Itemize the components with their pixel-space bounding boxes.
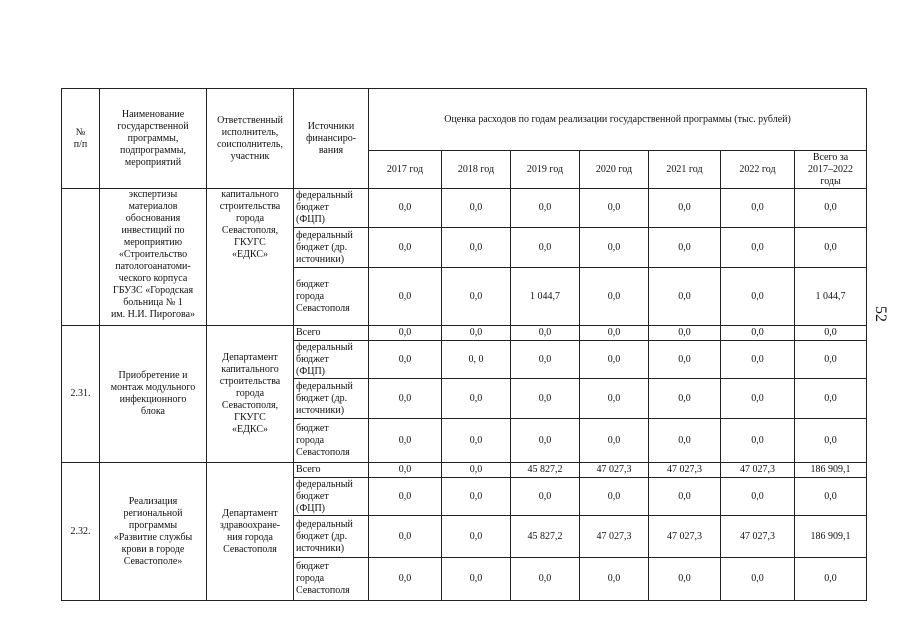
value-cell: 0,0: [795, 478, 867, 516]
value-cell: 0,0: [795, 189, 867, 228]
value-cell: 0,0: [511, 341, 580, 379]
value-cell: 0,0: [442, 268, 511, 326]
value-cell: 186 909,1: [795, 516, 867, 558]
funding-source: Всего: [294, 463, 369, 478]
value-cell: 47 027,3: [721, 516, 795, 558]
value-cell: 0,0: [580, 326, 649, 341]
page-number: 52: [872, 306, 889, 322]
value-cell: 0,0: [580, 419, 649, 463]
value-cell: 47 027,3: [580, 463, 649, 478]
value-cell: 0,0: [580, 268, 649, 326]
value-cell: 0,0: [649, 558, 721, 601]
value-cell: 0,0: [511, 379, 580, 419]
header-year: 2018 год: [442, 151, 511, 189]
value-cell: 0,0: [511, 419, 580, 463]
funding-source: федеральный бюджет (ФЦП): [294, 341, 369, 379]
value-cell: 0,0: [795, 228, 867, 268]
value-cell: 0,0: [649, 419, 721, 463]
value-cell: 0,0: [442, 558, 511, 601]
header-year: 2022 год: [721, 151, 795, 189]
value-cell: 0,0: [649, 228, 721, 268]
value-cell: 0,0: [369, 228, 442, 268]
header-year: 2021 год: [649, 151, 721, 189]
item-name: экспертизы материалов обоснования инвестиций по мероприятию «Строительство патологоанатоми- ческого корпуса ГБУЗС «Городская больница № 1 им. Н.И. Пирогова»: [100, 189, 207, 326]
value-cell: 0,0: [649, 379, 721, 419]
value-cell: 0,0: [511, 228, 580, 268]
value-cell: 0,0: [721, 558, 795, 601]
value-cell: 0,0: [369, 419, 442, 463]
header-name: Наименование государственной программы, подпрограммы, мероприятий: [100, 89, 207, 189]
table-row: [62, 463, 867, 478]
value-cell: 0,0: [442, 478, 511, 516]
value-cell: 0,0: [369, 558, 442, 601]
value-cell: 0,0: [511, 189, 580, 228]
funding-source: федеральный бюджет (ФЦП): [294, 189, 369, 228]
item-name: Приобретение и монтаж модульного инфекционного блока: [100, 326, 207, 463]
item-executor: капитального строительства города Севастополя, ГКУГС «ЕДКС»: [207, 189, 294, 326]
value-cell: 0,0: [795, 379, 867, 419]
value-cell: 47 027,3: [721, 463, 795, 478]
value-cell: 0,0: [369, 341, 442, 379]
header-year: 2017 год: [369, 151, 442, 189]
value-cell: 0,0: [511, 558, 580, 601]
value-cell: 0,0: [369, 379, 442, 419]
header-executor: Ответственный исполнитель, соисполнитель, участник: [207, 89, 294, 189]
value-cell: 0,0: [649, 326, 721, 341]
value-cell: 0,0: [795, 326, 867, 341]
value-cell: 0,0: [580, 558, 649, 601]
value-cell: 0,0: [369, 463, 442, 478]
value-cell: 0,0: [580, 379, 649, 419]
value-cell: 0, 0: [442, 341, 511, 379]
value-cell: 0,0: [580, 341, 649, 379]
value-cell: 0,0: [795, 419, 867, 463]
funding-source: федеральный бюджет (ФЦП): [294, 478, 369, 516]
table-body: [62, 89, 867, 601]
value-cell: 0,0: [721, 341, 795, 379]
value-cell: 0,0: [721, 228, 795, 268]
value-cell: 0,0: [442, 419, 511, 463]
item-name: Реализация региональной программы «Развитие службы крови в городе Севастополе»: [100, 463, 207, 601]
value-cell: 0,0: [580, 478, 649, 516]
item-executor: Департамент капитального строительства города Севастополя, ГКУГС «ЕДКС»: [207, 326, 294, 463]
value-cell: 1 044,7: [795, 268, 867, 326]
value-cell: 0,0: [580, 228, 649, 268]
value-cell: 0,0: [369, 189, 442, 228]
item-number: [62, 189, 100, 326]
budget-table: [61, 88, 867, 601]
value-cell: 47 027,3: [649, 516, 721, 558]
header-num: № п/п: [62, 89, 100, 189]
header-row: [62, 89, 867, 151]
value-cell: 0,0: [795, 558, 867, 601]
value-cell: 0,0: [721, 189, 795, 228]
header-year: Всего за 2017–2022 годы: [795, 151, 867, 189]
value-cell: 0,0: [369, 268, 442, 326]
value-cell: 0,0: [369, 516, 442, 558]
value-cell: 0,0: [649, 189, 721, 228]
value-cell: 0,0: [580, 189, 649, 228]
funding-source: бюджет города Севастополя: [294, 419, 369, 463]
value-cell: 0,0: [795, 341, 867, 379]
value-cell: 0,0: [442, 189, 511, 228]
value-cell: 0,0: [649, 341, 721, 379]
value-cell: 47 027,3: [649, 463, 721, 478]
funding-source: федеральный бюджет (др. источники): [294, 516, 369, 558]
value-cell: 0,0: [721, 478, 795, 516]
value-cell: 0,0: [442, 463, 511, 478]
header-year: 2020 год: [580, 151, 649, 189]
value-cell: 1 044,7: [511, 268, 580, 326]
value-cell: 45 827,2: [511, 516, 580, 558]
header-year: 2019 год: [511, 151, 580, 189]
value-cell: 0,0: [442, 326, 511, 341]
value-cell: 45 827,2: [511, 463, 580, 478]
funding-source: федеральный бюджет (др. источники): [294, 379, 369, 419]
value-cell: 0,0: [649, 268, 721, 326]
value-cell: 0,0: [369, 326, 442, 341]
value-cell: 0,0: [721, 379, 795, 419]
funding-source: Всего: [294, 326, 369, 341]
value-cell: 0,0: [442, 379, 511, 419]
value-cell: 0,0: [442, 516, 511, 558]
funding-source: бюджет города Севастополя: [294, 268, 369, 326]
value-cell: 0,0: [369, 478, 442, 516]
value-cell: 0,0: [721, 326, 795, 341]
value-cell: 0,0: [721, 268, 795, 326]
value-cell: 0,0: [442, 228, 511, 268]
header-estimate: Оценка расходов по годам реализации государственной программы (тыс. рублей): [369, 89, 867, 151]
value-cell: 0,0: [511, 478, 580, 516]
value-cell: 0,0: [649, 478, 721, 516]
item-number: 2.31.: [62, 326, 100, 463]
table-row: [62, 326, 867, 341]
value-cell: 47 027,3: [580, 516, 649, 558]
table-row: [62, 189, 867, 228]
item-executor: Департамент здравоохране- ния города Севастополя: [207, 463, 294, 601]
value-cell: 0,0: [511, 326, 580, 341]
funding-source: федеральный бюджет (др. источники): [294, 228, 369, 268]
value-cell: 0,0: [721, 419, 795, 463]
funding-source: бюджет города Севастополя: [294, 558, 369, 601]
header-sources: Источники финансиро- вания: [294, 89, 369, 189]
item-number: 2.32.: [62, 463, 100, 601]
value-cell: 186 909,1: [795, 463, 867, 478]
